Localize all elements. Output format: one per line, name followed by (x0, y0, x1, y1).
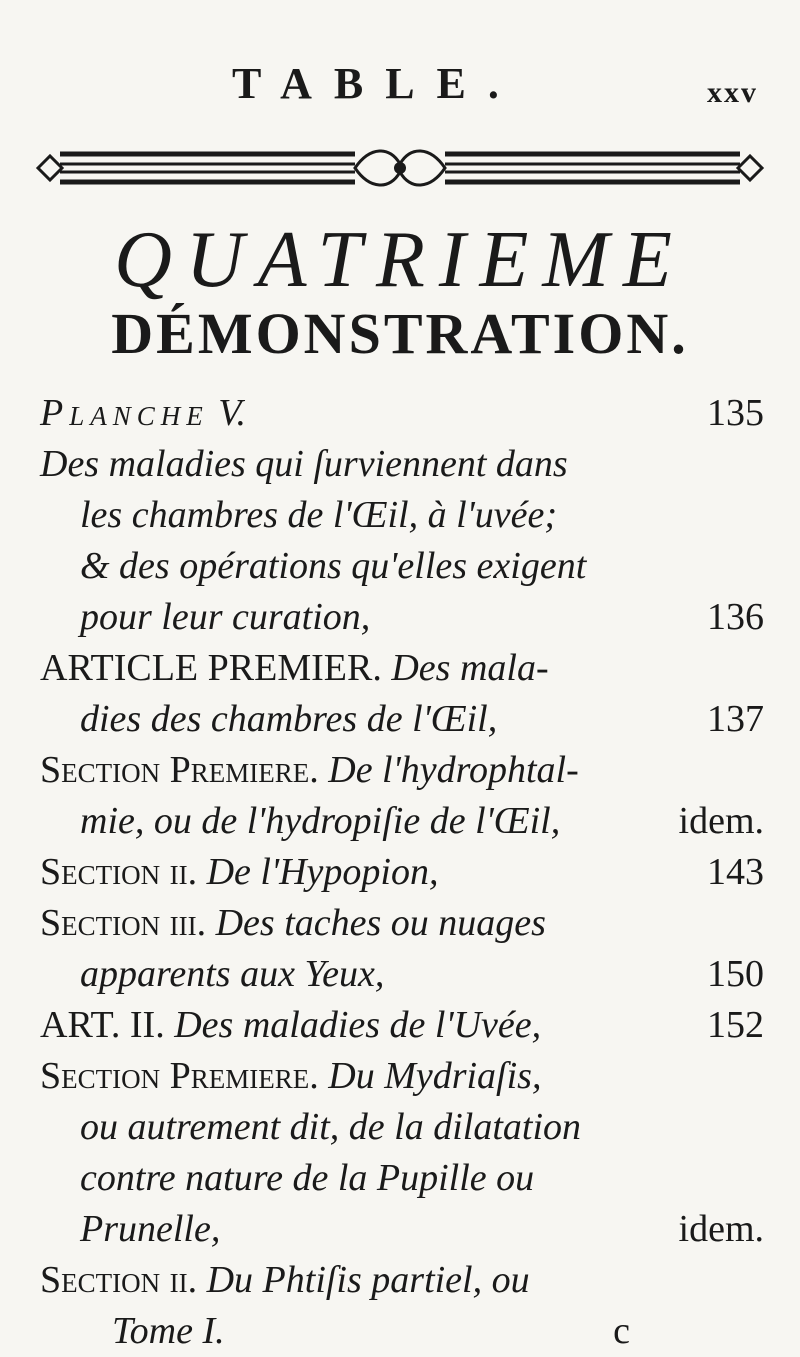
toc-text: contre nature de la Pupille ou (80, 1157, 535, 1199)
toc-page: 143 (707, 851, 764, 893)
toc-line (0, 1153, 800, 1204)
toc-line (0, 898, 800, 949)
toc-text: Des maladies de l'Uvée, (164, 1004, 542, 1046)
toc-heading: Section iii. (40, 902, 207, 944)
toc-line (0, 1051, 800, 1102)
toc-text: De l'hydrophtal- (318, 749, 579, 791)
toc-line (0, 643, 800, 694)
page-number: xxv (707, 76, 758, 109)
toc-heading: Section Premiere. (40, 749, 319, 791)
toc-text: V. (208, 392, 247, 434)
volume-label: Tome I. (112, 1310, 225, 1352)
toc-text: dies des chambres de l'Œil, (80, 698, 498, 740)
toc-text: De l'Hypopion, (197, 851, 439, 893)
toc-line (0, 847, 800, 898)
toc-heading: ARTICLE PREMIER. (40, 647, 382, 689)
toc-heading: Planche (40, 392, 209, 434)
running-title: TABLE. (232, 59, 521, 108)
toc-page: idem. (678, 800, 764, 842)
toc-text: Du Phtiſis partiel, ou (197, 1259, 530, 1301)
toc-text: apparents aux Yeux, (80, 953, 385, 995)
toc-heading: Section ii. (40, 851, 198, 893)
page-footer (0, 1306, 800, 1357)
toc-page: 150 (707, 953, 764, 995)
toc-line (0, 1102, 800, 1153)
toc-page: 152 (707, 1004, 764, 1046)
toc-heading: ART. II. (40, 1004, 165, 1046)
toc-text: Des maladies qui ſurviennent dans (40, 443, 568, 485)
toc-line (0, 796, 800, 847)
toc-text: Prunelle, (80, 1208, 221, 1250)
toc-heading: Section ii. (40, 1259, 198, 1301)
toc-line (0, 694, 800, 745)
toc-line (0, 439, 800, 490)
toc-page: 135 (707, 392, 764, 434)
toc-line (0, 1255, 800, 1306)
table-of-contents (0, 388, 800, 1357)
chapter-subtitle: DÉMONSTRATION. (111, 301, 689, 366)
toc-text: les chambres de l'Œil, à l'uvée; (80, 494, 558, 536)
toc-heading: Section Premiere. (40, 1055, 319, 1097)
toc-line (0, 745, 800, 796)
decorative-fleuron-rule-icon (30, 140, 770, 196)
toc-text: Des mala- (381, 647, 549, 689)
toc-page: 137 (707, 698, 764, 740)
toc-page: 136 (707, 596, 764, 638)
toc-text: mie, ou de l'hydropiſie de l'Œil, (80, 800, 561, 842)
toc-text: Des taches ou nuages (206, 902, 546, 944)
toc-text: & des opérations qu'elles exigent (80, 545, 587, 587)
toc-line (0, 490, 800, 541)
running-head (0, 58, 800, 108)
toc-page: idem. (678, 1208, 764, 1250)
chapter-title: QUATRIEME (114, 216, 686, 304)
toc-text: Du Mydriaſis, (318, 1055, 542, 1097)
toc-line (0, 1204, 800, 1255)
toc-line (0, 949, 800, 1000)
toc-line (0, 388, 800, 439)
toc-line (0, 541, 800, 592)
toc-line (0, 592, 800, 643)
signature-mark: c (613, 1310, 630, 1352)
toc-text: pour leur curation, (80, 596, 371, 638)
toc-text: ou autrement dit, de la dilatation (80, 1106, 581, 1148)
toc-line (0, 1000, 800, 1051)
